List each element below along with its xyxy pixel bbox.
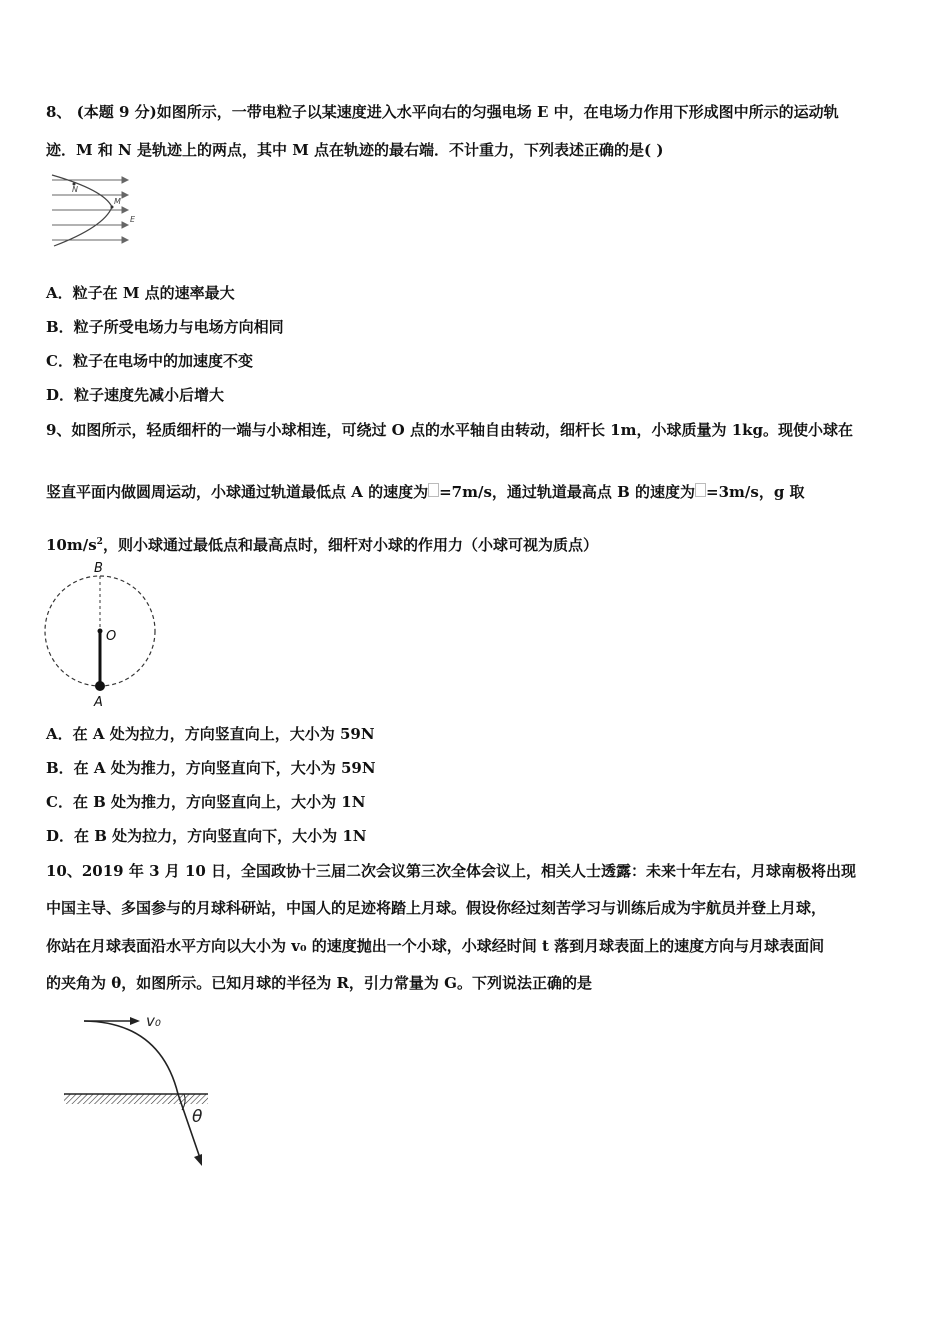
q9-circle-figure <box>38 558 168 710</box>
q8-electric-field-figure <box>48 172 143 250</box>
q8-stem-line1: 8、 (本题 9 分)如图所示，一带电粒子以某速度进入水平向右的匀强电场 E 中，在电场力作用下形成图中所示的运动轨 <box>46 103 839 121</box>
formula-placeholder-icon <box>695 483 706 497</box>
q10-stem-line3: 你站在月球表面沿水平方向以大小为 v₀ 的速度抛出一个小球，小球经时间 t 落到月球表面上的速度方向与月球表面间 <box>46 937 825 955</box>
label-n: N <box>72 185 78 194</box>
label-e: E <box>130 215 136 224</box>
q9-stem-line3-rest: ，则小球通过最低点和最高点时，细杆对小球的作用力（小球可视为质点） <box>102 536 598 554</box>
ground-hatch <box>64 1094 208 1104</box>
label-a: A <box>94 695 103 710</box>
label-theta: θ <box>192 1107 203 1127</box>
q9-stem-line2-part1: 竖直平面内做圆周运动，小球通过轨道最低点 A 的速度为 <box>46 483 429 501</box>
q10-stem-line2: 中国主导、多国参与的月球科研站，中国人的足迹将踏上月球。假设你经过刻苦学习与训练后成为宇航员并登上月球， <box>46 899 827 917</box>
q8-option-d: D．粒子速度先减小后增大 <box>46 386 225 404</box>
q9-unit: 10m/s <box>46 536 97 554</box>
label-v0: v₀ <box>146 1012 161 1030</box>
q10-stem-line1: 10、2019 年 3 月 10 日，全国政协十三届二次会议第三次全体会议上，相关人士透露：未来十年左右，月球南极将出现 <box>46 862 857 880</box>
label-m: M <box>114 197 121 206</box>
q8-option-a: A．粒子在 M 点的速率最大 <box>46 284 235 302</box>
v0-arrowhead <box>130 1017 140 1025</box>
ball <box>95 681 105 691</box>
formula-placeholder-icon <box>428 483 439 497</box>
q9-stem-line2-part2: =7m/s，通过轨道最高点 B 的速度为 <box>439 483 696 501</box>
projectile-trajectory <box>84 1021 200 1158</box>
q8-option-c: C．粒子在电场中的加速度不变 <box>46 352 253 370</box>
q9-stem-line2-part3: =3m/s，g 取 <box>706 483 805 501</box>
label-b: B <box>94 561 103 576</box>
trajectory-arrowhead <box>194 1154 202 1166</box>
q9-stem-line1: 9、如图所示，轻质细杆的一端与小球相连，可绕过 O 点的水平轴自由转动，细杆长 1m，小球质量为 1kg。现使小球在 <box>46 421 854 439</box>
q9-unit-sup: 2 <box>96 537 103 547</box>
q10-stem-line4: 的夹角为 θ，如图所示。已知月球的半径为 R，引力常量为 G。下列说法正确的是 <box>46 974 592 992</box>
label-o: O <box>106 629 117 644</box>
q8-stem-line2: 迹．M 和 N 是轨迹上的两点，其中 M 点在轨迹的最右端．不计重力，下列表述正确的是( ) <box>46 141 664 159</box>
pivot-o <box>98 629 103 634</box>
q9-option-b: B．在 A 处为推力，方向竖直向下，大小为 59N <box>46 759 376 777</box>
q9-option-c: C．在 B 处为推力，方向竖直向上，大小为 1N <box>46 793 366 811</box>
q9-option-d: D．在 B 处为拉力，方向竖直向下，大小为 1N <box>46 827 367 845</box>
q9-stem-line2 <box>46 482 805 502</box>
q9-stem-line3 <box>46 532 598 555</box>
q8-option-b: B．粒子所受电场力与电场方向相同 <box>46 318 284 336</box>
q9-option-a: A．在 A 处为拉力，方向竖直向上，大小为 59N <box>46 725 375 743</box>
q10-projectile-figure <box>60 1008 220 1173</box>
